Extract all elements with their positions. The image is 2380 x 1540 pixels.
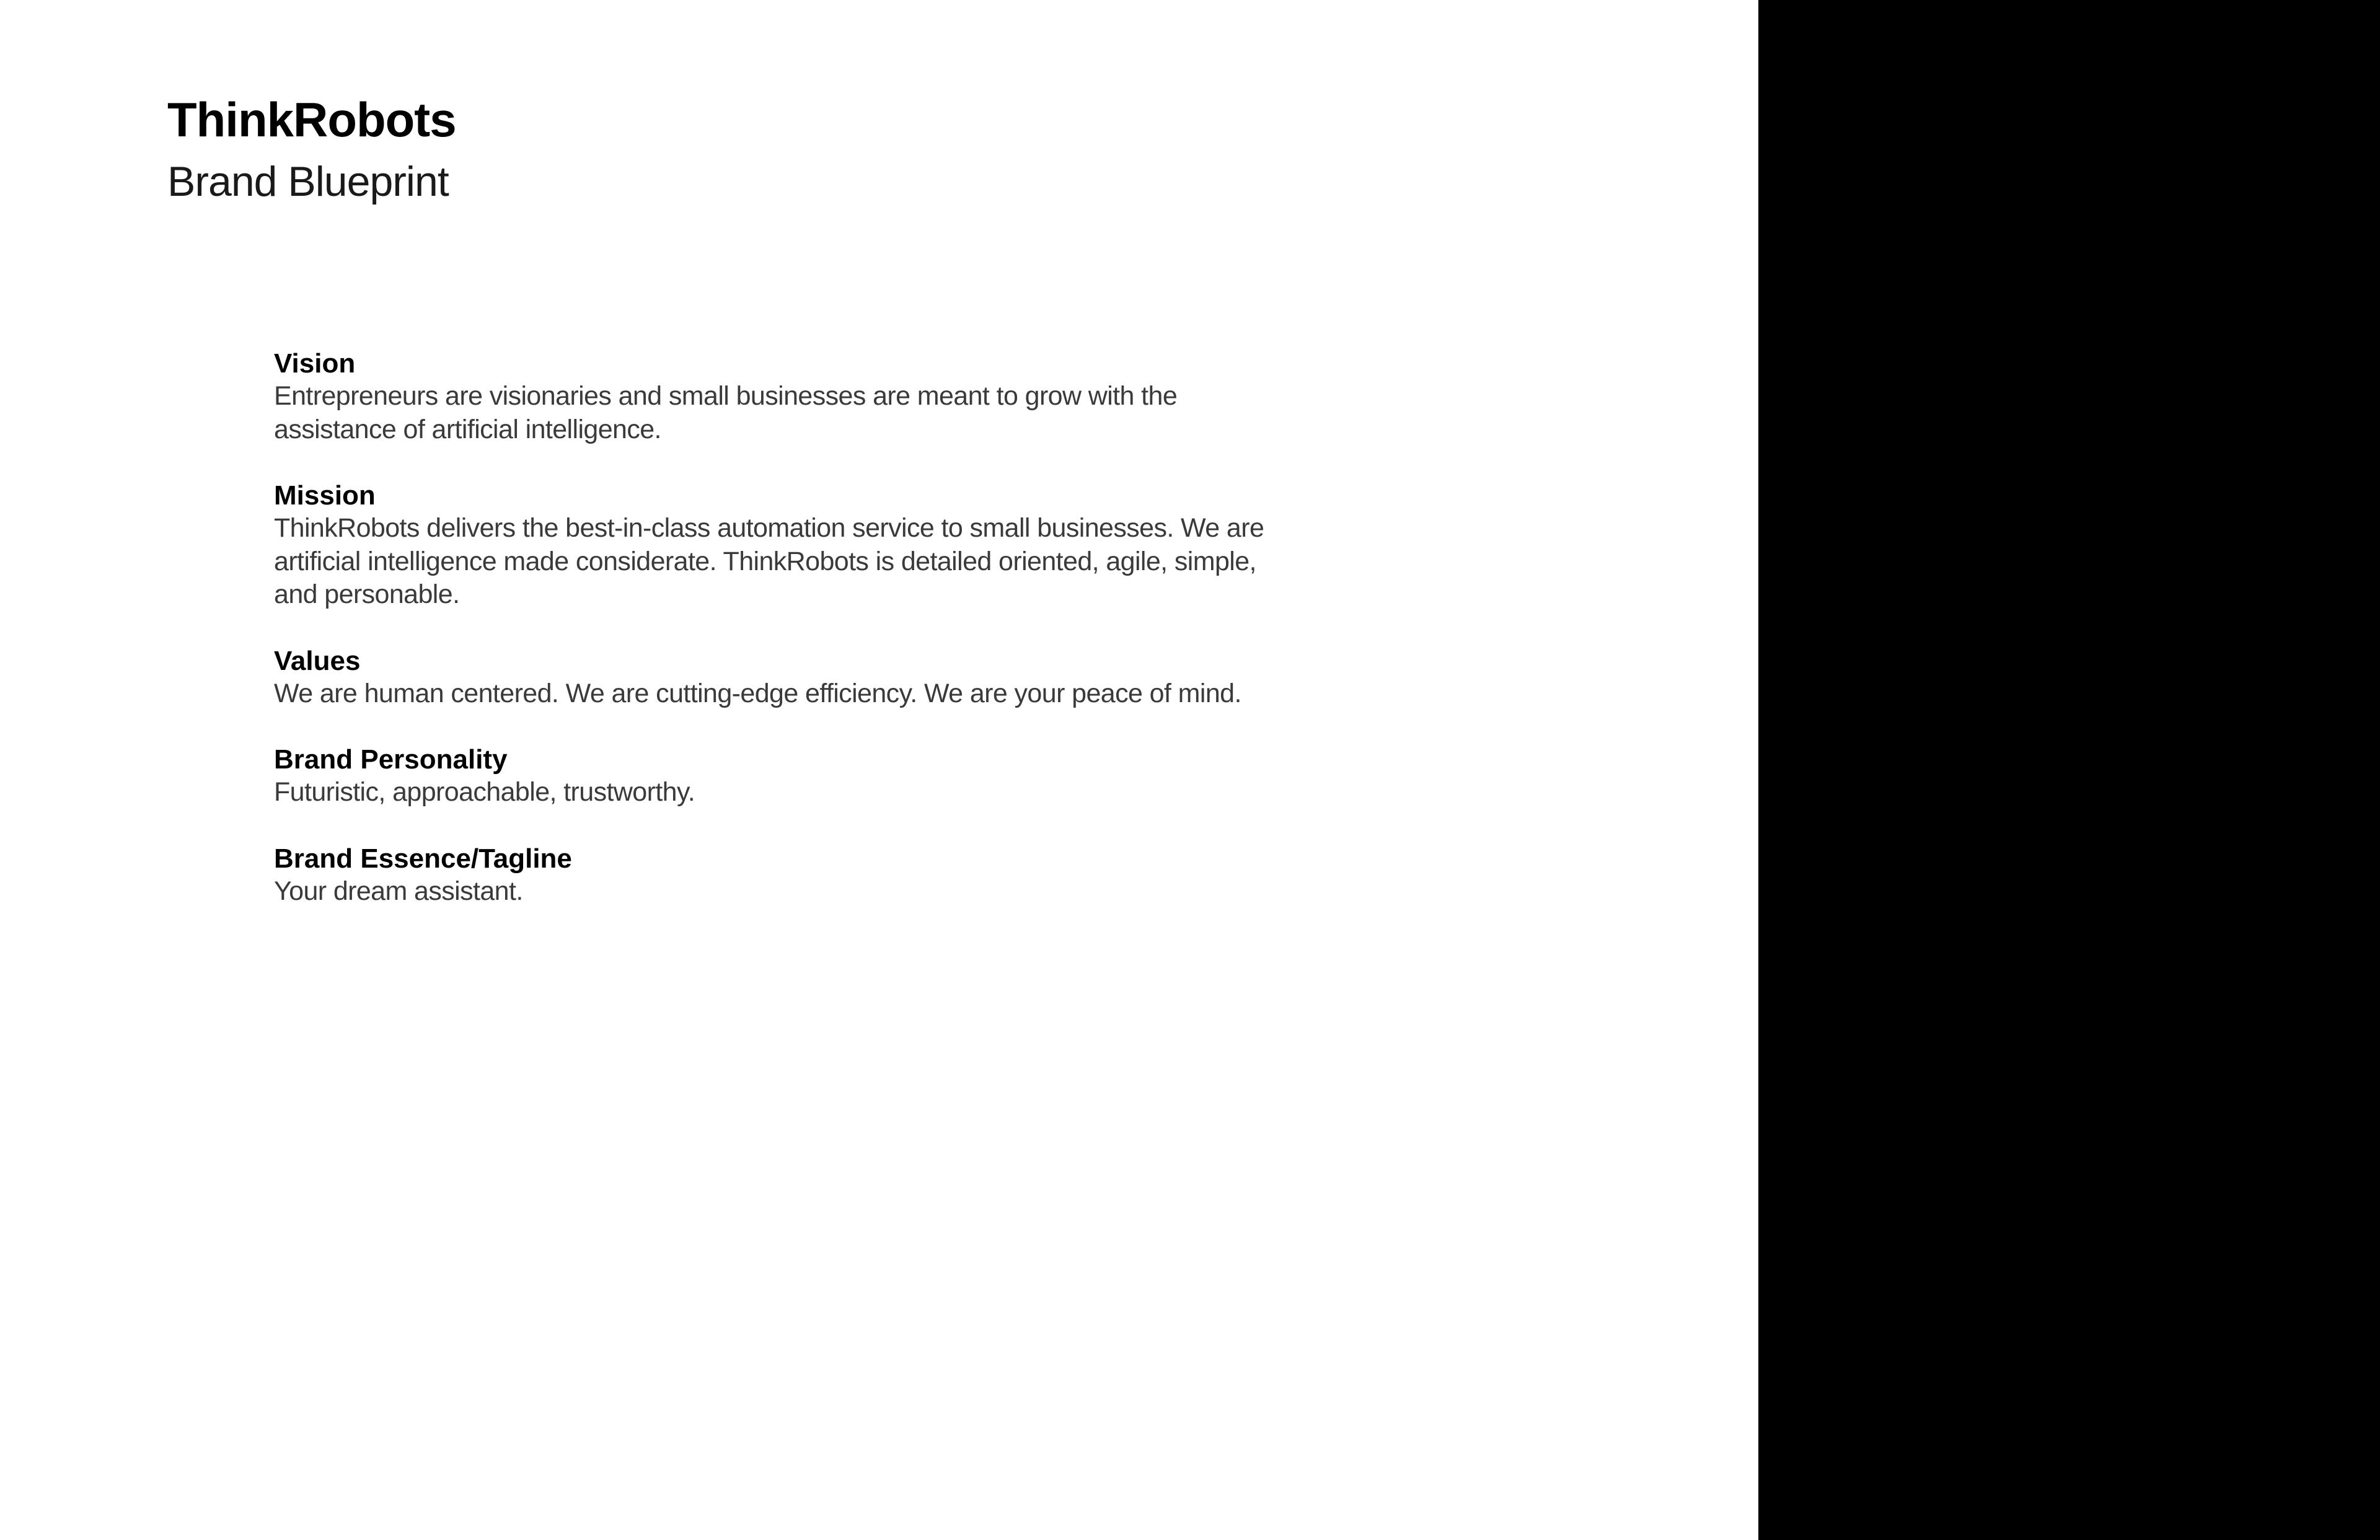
section-heading: Vision [274, 348, 356, 379]
section-body: Your dream assistant. [274, 876, 523, 906]
document-title: Brand Blueprint [167, 158, 449, 205]
section-body: We are human centered. We are cutting-edge efficiency. We are your peace of mind. [274, 678, 1241, 708]
section-body: Futuristic, approachable, trustworthy. [274, 777, 695, 807]
section-brand-personality [274, 743, 1303, 809]
black-side-panel [1758, 0, 2380, 1540]
section-vision [274, 347, 1303, 446]
section-heading: Brand Essence/Tagline [274, 843, 572, 874]
section-heading: Mission [274, 480, 376, 511]
section-mission [274, 479, 1303, 612]
section-values [274, 645, 1303, 711]
blueprint-content [274, 347, 1303, 941]
section-heading: Brand Personality [274, 744, 508, 775]
document-header [167, 86, 1159, 209]
section-body: ThinkRobots delivers the best-in-class automation service to small businesses. We are artificial intelligence made considerate. ThinkRobots is detailed oriented, agile, simple, and personable. [274, 513, 1264, 609]
brand-name: ThinkRobots [167, 92, 456, 147]
section-heading: Values [274, 645, 361, 676]
section-body: Entrepreneurs are visionaries and small businesses are meant to grow with the assistance of artificial intelligence. [274, 381, 1178, 444]
section-brand-essence [274, 842, 1303, 909]
